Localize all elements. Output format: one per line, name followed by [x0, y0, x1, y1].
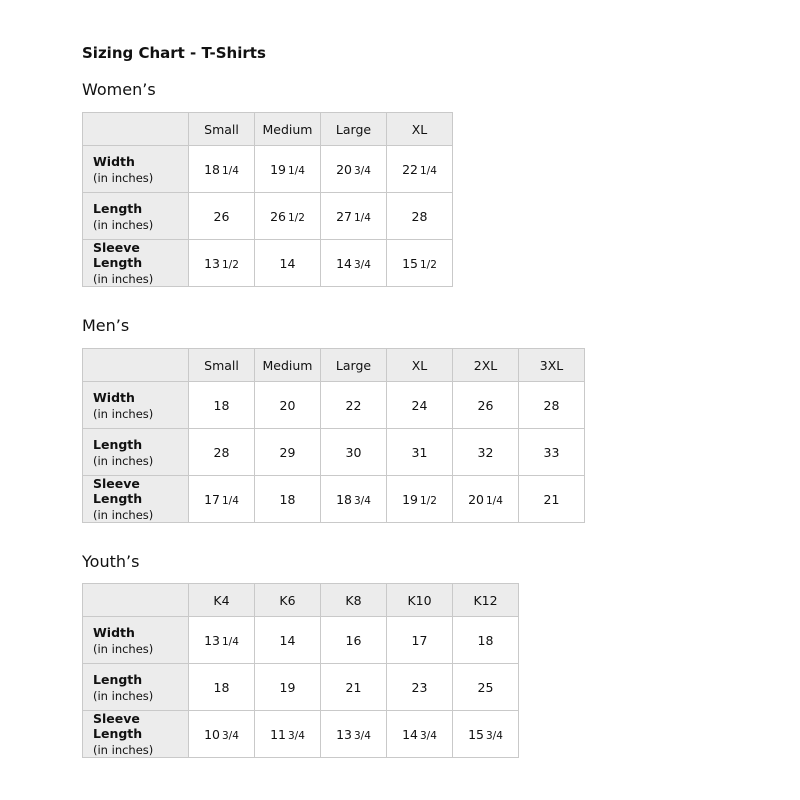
header-row: [83, 113, 453, 146]
unit-note: (in inches): [93, 170, 154, 185]
column-header: Medium: [255, 113, 321, 146]
measurement-name: Length: [93, 200, 143, 216]
fraction: 3/4: [222, 729, 239, 742]
size-value: 17 1/4: [189, 476, 255, 523]
column-header: K8: [321, 584, 387, 617]
size-value: 24: [387, 382, 453, 429]
womens-heading: Women’s: [82, 80, 156, 99]
fraction: 1/4: [222, 164, 239, 177]
fraction: 1/2: [420, 494, 437, 507]
mens-heading: Men’s: [82, 316, 130, 335]
column-header: 3XL: [519, 349, 585, 382]
size-value: 26: [453, 382, 519, 429]
unit-note: (in inches): [93, 688, 154, 703]
corner-cell: [83, 584, 189, 617]
measurement-name: Sleeve Length: [93, 476, 143, 506]
table-row: [83, 664, 519, 711]
size-value: 18: [189, 664, 255, 711]
size-value: 14: [255, 617, 321, 664]
size-value: 15 3/4: [453, 711, 519, 758]
size-value: 31: [387, 429, 453, 476]
row-label: [83, 429, 189, 476]
size-value: 18: [453, 617, 519, 664]
unit-note: (in inches): [93, 217, 154, 232]
corner-cell: [83, 113, 189, 146]
size-value: 18 3/4: [321, 476, 387, 523]
size-value: 30: [321, 429, 387, 476]
unit-note: (in inches): [93, 641, 154, 656]
fraction: 3/4: [354, 258, 371, 271]
row-label: [83, 146, 189, 193]
row-label: [83, 617, 189, 664]
column-header: Small: [189, 349, 255, 382]
unit-note: (in inches): [93, 743, 154, 757]
column-header: XL: [387, 349, 453, 382]
size-value: 18: [255, 476, 321, 523]
fraction: 1/4: [486, 494, 503, 507]
size-value: 27 1/4: [321, 193, 387, 240]
size-value: 13 1/4: [189, 617, 255, 664]
fraction: 1/4: [222, 494, 239, 507]
column-header: K10: [387, 584, 453, 617]
size-value: 18: [189, 382, 255, 429]
header-row: [83, 584, 519, 617]
fraction: 1/4: [354, 211, 371, 224]
column-header: Medium: [255, 349, 321, 382]
row-label: [83, 193, 189, 240]
size-value: 20: [255, 382, 321, 429]
youths-heading: Youth’s: [82, 552, 140, 571]
column-header: K4: [189, 584, 255, 617]
column-header: K12: [453, 584, 519, 617]
measurement-name: Sleeve Length: [93, 711, 143, 741]
size-value: 25: [453, 664, 519, 711]
size-value: 14 3/4: [321, 240, 387, 287]
fraction: 3/4: [354, 164, 371, 177]
column-header: 2XL: [453, 349, 519, 382]
fraction: 3/4: [288, 729, 305, 742]
size-value: 17: [387, 617, 453, 664]
table-row: [83, 146, 453, 193]
size-value: 14 3/4: [387, 711, 453, 758]
table-row: [83, 476, 585, 523]
size-value: 18 1/4: [189, 146, 255, 193]
table-row: [83, 193, 453, 240]
fraction: 3/4: [486, 729, 503, 742]
unit-note: (in inches): [93, 453, 154, 468]
measurement-name: Width: [93, 389, 135, 405]
row-label: [83, 476, 189, 523]
table-row: [83, 240, 453, 287]
size-value: 13 3/4: [321, 711, 387, 758]
fraction: 1/4: [420, 164, 437, 177]
size-value: 20 1/4: [453, 476, 519, 523]
page-title: Sizing Chart - T-Shirts: [82, 44, 266, 62]
size-value: 13 1/2: [189, 240, 255, 287]
column-header: Large: [321, 113, 387, 146]
size-value: 28: [519, 382, 585, 429]
fraction: 1/4: [288, 164, 305, 177]
unit-note: (in inches): [93, 508, 154, 522]
size-value: 19 1/4: [255, 146, 321, 193]
fraction: 1/4: [222, 635, 239, 648]
size-value: 26: [189, 193, 255, 240]
column-header: Small: [189, 113, 255, 146]
fraction: 1/2: [222, 258, 239, 271]
size-value: 19: [255, 664, 321, 711]
size-value: 29: [255, 429, 321, 476]
column-header: Large: [321, 349, 387, 382]
fraction: 1/2: [288, 211, 305, 224]
size-value: 22 1/4: [387, 146, 453, 193]
fraction: 3/4: [354, 729, 371, 742]
size-value: 14: [255, 240, 321, 287]
mens-size-table: [82, 348, 585, 523]
size-value: 20 3/4: [321, 146, 387, 193]
size-value: 28: [387, 193, 453, 240]
size-value: 23: [387, 664, 453, 711]
corner-cell: [83, 349, 189, 382]
unit-note: (in inches): [93, 406, 154, 421]
row-label: [83, 240, 189, 287]
fraction: 3/4: [420, 729, 437, 742]
header-row: [83, 349, 585, 382]
fraction: 3/4: [354, 494, 371, 507]
size-value: 11 3/4: [255, 711, 321, 758]
size-value: 16: [321, 617, 387, 664]
measurement-name: Sleeve Length: [93, 240, 143, 270]
size-value: 10 3/4: [189, 711, 255, 758]
measurement-name: Length: [93, 671, 143, 687]
size-value: 32: [453, 429, 519, 476]
size-value: 22: [321, 382, 387, 429]
table-row: [83, 429, 585, 476]
measurement-name: Width: [93, 624, 135, 640]
size-value: 28: [189, 429, 255, 476]
table-row: [83, 711, 519, 758]
measurement-name: Width: [93, 153, 135, 169]
youths-size-table: [82, 583, 519, 758]
size-value: 21: [519, 476, 585, 523]
row-label: [83, 382, 189, 429]
fraction: 1/2: [420, 258, 437, 271]
unit-note: (in inches): [93, 272, 154, 286]
row-label: [83, 664, 189, 711]
row-label: [83, 711, 189, 758]
size-value: 21: [321, 664, 387, 711]
size-value: 19 1/2: [387, 476, 453, 523]
size-value: 26 1/2: [255, 193, 321, 240]
womens-size-table: [82, 112, 453, 287]
column-header: XL: [387, 113, 453, 146]
size-value: 15 1/2: [387, 240, 453, 287]
table-row: [83, 382, 585, 429]
measurement-name: Length: [93, 436, 143, 452]
table-row: [83, 617, 519, 664]
column-header: K6: [255, 584, 321, 617]
size-value: 33: [519, 429, 585, 476]
